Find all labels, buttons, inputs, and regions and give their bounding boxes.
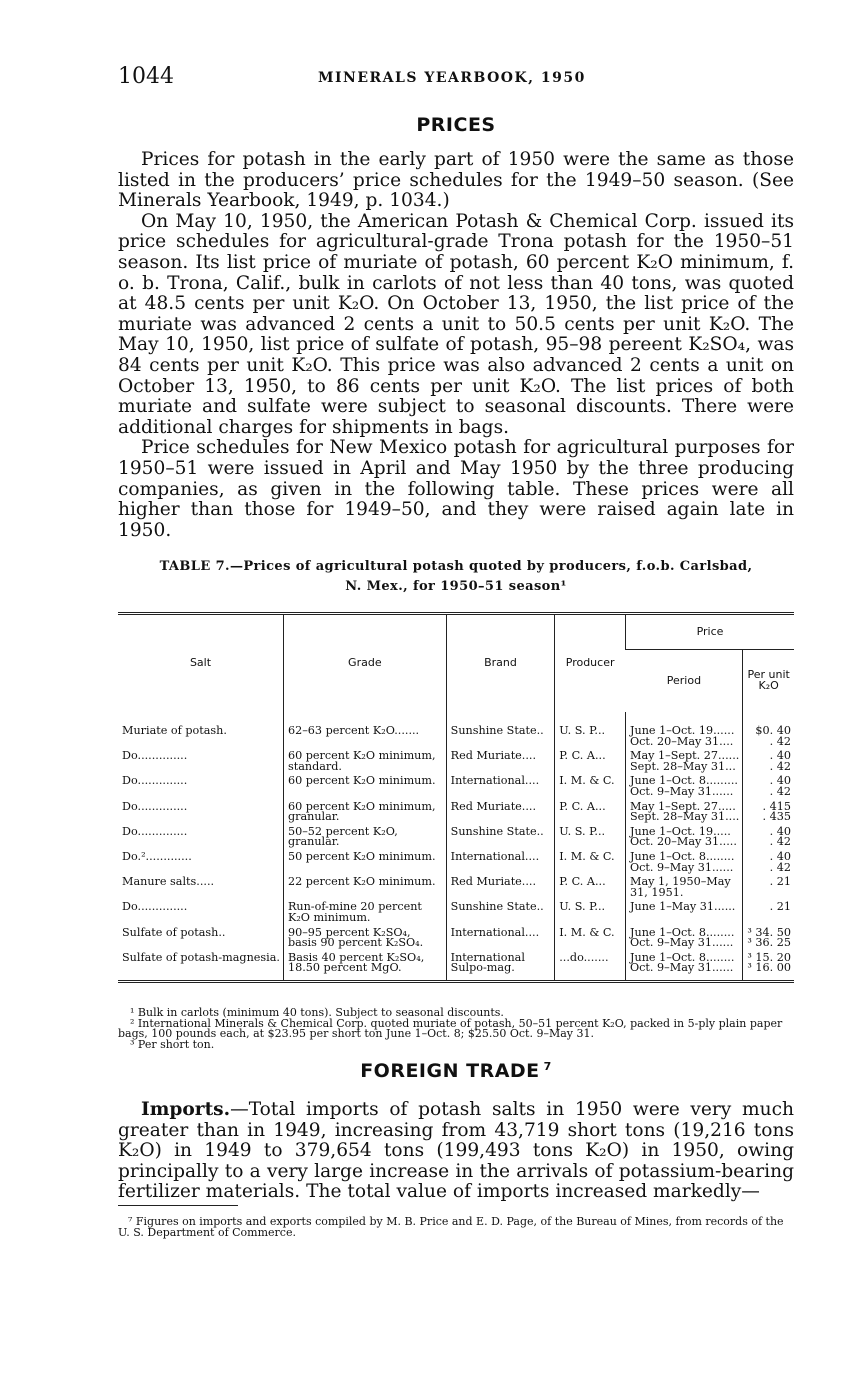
cell-producer: P. C. A... [555,749,626,774]
cell-grade: 62–63 percent K₂O....... [283,712,446,749]
cell-producer: U. S. P... [555,712,626,749]
cell-grade: 90–95 percent K₂SO₄, basis 90 percent K₂SO₄. [283,926,446,951]
period-line: June 1–Oct. 19...... [630,724,735,737]
running-head [118,64,794,92]
cell-producer: U. S. P... [555,825,626,850]
cell-price [743,749,794,774]
prices-paragraph: On May 10, 1950, the American Potash & Chemical Corp. issued its price schedules for agricultural-grade Trona potash for the 1950–51 season. Its list price of muriate of potash, 60 percent K₂O minimum, f. o. b. Trona, Calif., bulk in carlots of not less than 40 tons, was quoted at 48.5 cents per unit K₂O. On October 13, 1950, the list price of the muriate was advanced 2 cents a unit to 50.5 cents per unit K₂O. The May 10, 1950, list price of sulfate of potash, 95–98 pereent K₂SO₄, was 84 cents per unit K₂O. This price was also advanced 2 cents a unit on October 13, 1950, to 86 cents per unit K₂O. The list prices of both muriate and sulfate were subject to seasonal discounts. There were additional charges for shipments in bags. [118,210,794,438]
price-line: ³ 36. 25 [747,936,791,950]
cell-salt: Do.............. [122,774,188,788]
table-row [118,825,794,850]
cell-salt: Do.............. [122,824,188,838]
cell-producer: P. C. A... [555,800,626,825]
header-grade: Grade [283,614,446,713]
cell-producer: I. M. & C. [555,926,626,951]
cell-salt: Do.²............. [122,849,192,863]
table-body [118,712,794,981]
cell-grade: 50 percent K₂O minimum. [283,850,446,875]
price-line: ³ 34. 50 [747,925,791,939]
cell-salt: Sulfate of potash-magnesia. [122,950,280,964]
imports-text: —Total imports of potash salts in 1950 were very much greater than in 1949, increasing from 43,719 short tons (19,216 tons K₂O) in 1949 to 379,654 tons (199,493 tons K₂O) in 1950, owing principally to a very large increase in the arrivals of potassium-bearing fertilizer materials. The total value of imports increased markedly— [118,1099,794,1203]
price-line: . 42 [769,835,791,849]
header-per-unit: Per unit K₂O [743,650,794,713]
price-line: . 42 [769,734,791,748]
cell-period [626,951,743,982]
header-producer: Producer [555,614,626,713]
imports-lead: Imports. [141,1099,231,1120]
cell-grade: 60 percent K₂O minimum, granular. [283,800,446,825]
header-price: Price [626,614,795,650]
price-line: . 40 [769,824,791,838]
table-title [118,557,794,597]
table-row [118,712,794,749]
page-number: 1044 [118,64,174,89]
imports-paragraph [118,1100,794,1203]
cell-period [626,774,743,799]
table-note: ¹ Bulk in carlots (minimum 40 tons). Subject to seasonal discounts. [130,1006,504,1019]
cell-brand: Sunshine State.. [446,825,555,850]
table-row [118,951,794,982]
price-line: . 40 [769,774,791,788]
cell-grade: Basis 40 percent K₂SO₄, 18.50 percent MgO. [283,951,446,982]
cell-brand: International.... [446,926,555,951]
period-line: June 1–Oct. 8........ [630,950,735,964]
cell-brand: Red Muriate.... [446,800,555,825]
cell-brand: International.... [446,850,555,875]
period-line: Oct. 20–May 31..... [630,835,737,849]
cell-salt: Do.............. [122,749,188,763]
period-line: Oct. 9–May 31...... [630,784,734,798]
period-line: Oct. 9–May 31...... [630,860,734,874]
cell-salt: Do.............. [122,900,188,914]
cell-period [626,875,743,900]
cell-period [626,712,743,749]
price-line: . 40 [769,849,791,863]
period-line: June 1–Oct. 8........ [630,925,735,939]
price-line: $0. 40 [755,724,791,737]
cell-price [743,926,794,951]
cell-price [743,825,794,850]
foreign-trade-heading [118,1060,794,1082]
price-line: . 21 [769,875,791,889]
period-line: May 1–Sept. 27..... [630,799,736,813]
table-row [118,749,794,774]
period-line: Sept. 28–May 31.... [630,810,740,824]
table-title-line: N. Mex., for 1950–51 season¹ [345,579,567,594]
cell-price [743,875,794,900]
table-title-line: TABLE 7.—Prices of agricultural potash quoted by producers, f.o.b. Carlsbad, [159,559,753,574]
cell-grade: 60 percent K₂O minimum, standard. [283,749,446,774]
page-footnote: ⁷ Figures on imports and exports compiled by M. B. Price and E. D. Page, of the Bureau of Mines, from records of the U. S. Department of Commerce. [118,1215,784,1239]
cell-price [743,951,794,982]
table-row [118,875,794,900]
price-line: ³ 15. 20 [747,950,791,964]
period-line: June 1–Oct. 8......... [630,774,738,788]
cell-brand: Sunshine State.. [446,900,555,925]
cell-salt: Sulfate of potash.. [122,925,226,939]
cell-price [743,800,794,825]
period-line: June 1–Oct. 8........ [630,849,735,863]
price-line: . 42 [769,784,791,798]
cell-brand: Red Muriate.... [446,875,555,900]
cell-period [626,825,743,850]
cell-period [626,850,743,875]
cell-grade: 60 percent K₂O minimum. [283,774,446,799]
cell-price [743,712,794,749]
price-table [118,612,794,983]
period-line: Oct. 9–May 31...... [630,936,734,950]
footnote-rule [118,1205,238,1206]
price-line: . 415 [762,799,791,813]
cell-price [743,850,794,875]
table-row [118,926,794,951]
table-note: ³ Per short ton. [130,1037,215,1051]
cell-period [626,749,743,774]
foreign-trade-body [118,1100,794,1203]
cell-producer: I. M. & C. [555,774,626,799]
period-line: June 1–Oct. 19..... [630,824,731,838]
price-line: . 40 [769,749,791,763]
cell-salt: Manure salts..... [122,875,215,889]
period-line: Sept. 28–May 31... [630,759,736,773]
table-note: ² International Minerals & Chemical Corp. quoted muriate of potash, 50–51 percent K₂O, packed in 5-ply plain paper bags, 100 pounds each, at $23.95 per short ton June 1–Oct. 8; $25.50 Oct. 9–May 31. [118,1016,783,1040]
period-line: Oct. 20–May 31.... [630,734,734,748]
cell-producer: ...do....... [555,951,626,982]
price-line: . 21 [769,900,791,914]
price-line: . 42 [769,759,791,773]
header-brand: Brand [446,614,555,713]
header-salt: Salt [189,656,212,670]
cell-period [626,800,743,825]
table-row [118,850,794,875]
cell-brand: Red Muriate.... [446,749,555,774]
price-line [747,888,791,899]
prices-body [118,150,794,541]
period-line: 31, 1951. [630,885,684,899]
price-line: ³ 16. 00 [747,961,791,975]
foreign-trade-note-ref: 7 [543,1060,552,1073]
cell-price [743,900,794,925]
cell-period [626,926,743,951]
cell-producer: I. M. & C. [555,850,626,875]
cell-producer: P. C. A... [555,875,626,900]
cell-brand: International.... [446,774,555,799]
table-row [118,900,794,925]
running-head-title: MINERALS YEARBOOK, 1950 [318,70,586,86]
prices-heading: PRICES [416,114,496,136]
prices-paragraph: Prices for potash in the early part of 1950 were the same as those listed in the producers’ price schedules for the 1949–50 season. (See Minerals Yearbook, 1949, p. 1034.) [118,149,794,212]
cell-brand: Sunshine State.. [446,712,555,749]
cell-price [743,774,794,799]
price-line: . 42 [769,860,791,874]
cell-producer: U. S. P... [555,900,626,925]
cell-grade: Run-of-mine 20 percent K₂O minimum. [283,900,446,925]
price-table-wrapper [118,612,794,983]
cell-salt: Do.............. [122,799,188,813]
price-line: . 435 [762,810,791,824]
cell-salt: Muriate of potash. [122,724,227,737]
table-row [118,800,794,825]
prices-paragraph: Price schedules for New Mexico potash for agricultural purposes for 1950–51 were issued in April and May 1950 by the three producing companies, as given in the following table. These prices were all higher than those for 1949–50, and they were raised again late in 1950. [118,437,794,541]
period-line: Oct. 9–May 31...... [630,961,734,975]
period-line: June 1–May 31...... [630,900,736,914]
header-period: Period [626,650,743,713]
cell-grade: 22 percent K₂O minimum. [283,875,446,900]
cell-grade: 50–52 percent K₂O, granular. [283,825,446,850]
period-line: May 1, 1950–May [630,875,731,889]
table-row [118,774,794,799]
period-line: May 1–Sept. 27...... [630,749,740,763]
table-notes [118,1008,794,1050]
cell-brand: International Sulpo-mag. [446,951,555,982]
cell-period [626,900,743,925]
foreign-trade-heading-text: FOREIGN TRADE [360,1060,540,1082]
